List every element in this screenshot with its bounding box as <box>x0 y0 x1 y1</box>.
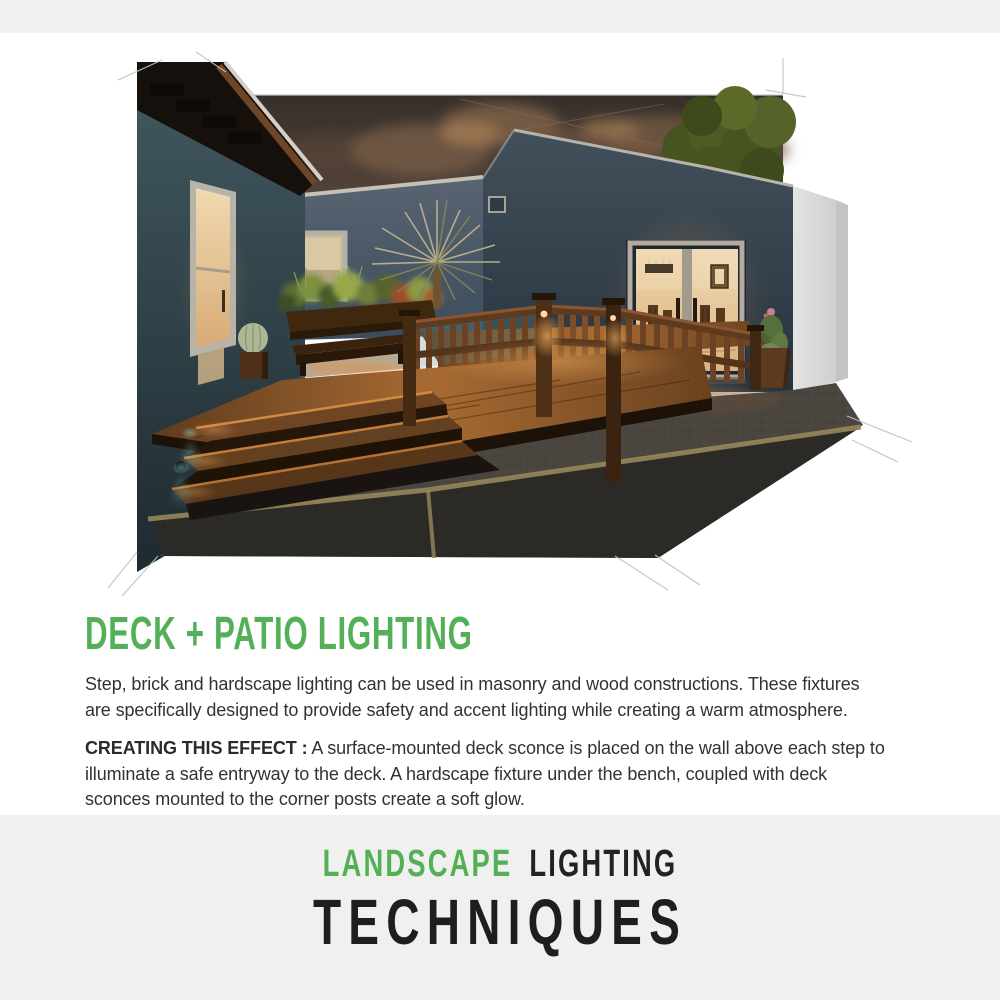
white-side-wall <box>793 186 836 392</box>
intro-line: are specifically designed to provide safety and accent lighting while creating a warm atmosphere. <box>85 699 848 720</box>
footer-band <box>0 815 1000 1000</box>
brand-word-landscape: LANDSCAPE <box>322 843 513 885</box>
effect-label: CREATING THIS EFFECT : <box>85 738 308 758</box>
brand-line <box>140 845 860 883</box>
intro-paragraph <box>85 672 975 723</box>
effect-line <box>85 736 975 762</box>
effect-line: sconces mounted to the corner posts create a soft glow. <box>85 789 525 809</box>
effect-line-text: A surface-mounted deck sconce is placed on the wall above each step to <box>307 738 885 758</box>
article <box>85 607 975 813</box>
brand-word-lighting: LIGHTING <box>529 843 678 885</box>
intro-line: Step, brick and hardscape lighting can be used in masonry and wood constructions. These fixtures <box>85 674 860 694</box>
side-wall-edge <box>836 200 848 382</box>
effect-line: illuminate a safe entryway to the deck. A hardscape fixture under the bench, coupled with deck <box>85 763 828 784</box>
brand-title: TECHNIQUES <box>312 886 688 958</box>
deck-patio-render <box>100 40 960 620</box>
effect-paragraph <box>85 736 975 813</box>
page-title: DECK + PATIO LIGHTING <box>85 607 473 659</box>
top-margin-band <box>0 0 1000 33</box>
